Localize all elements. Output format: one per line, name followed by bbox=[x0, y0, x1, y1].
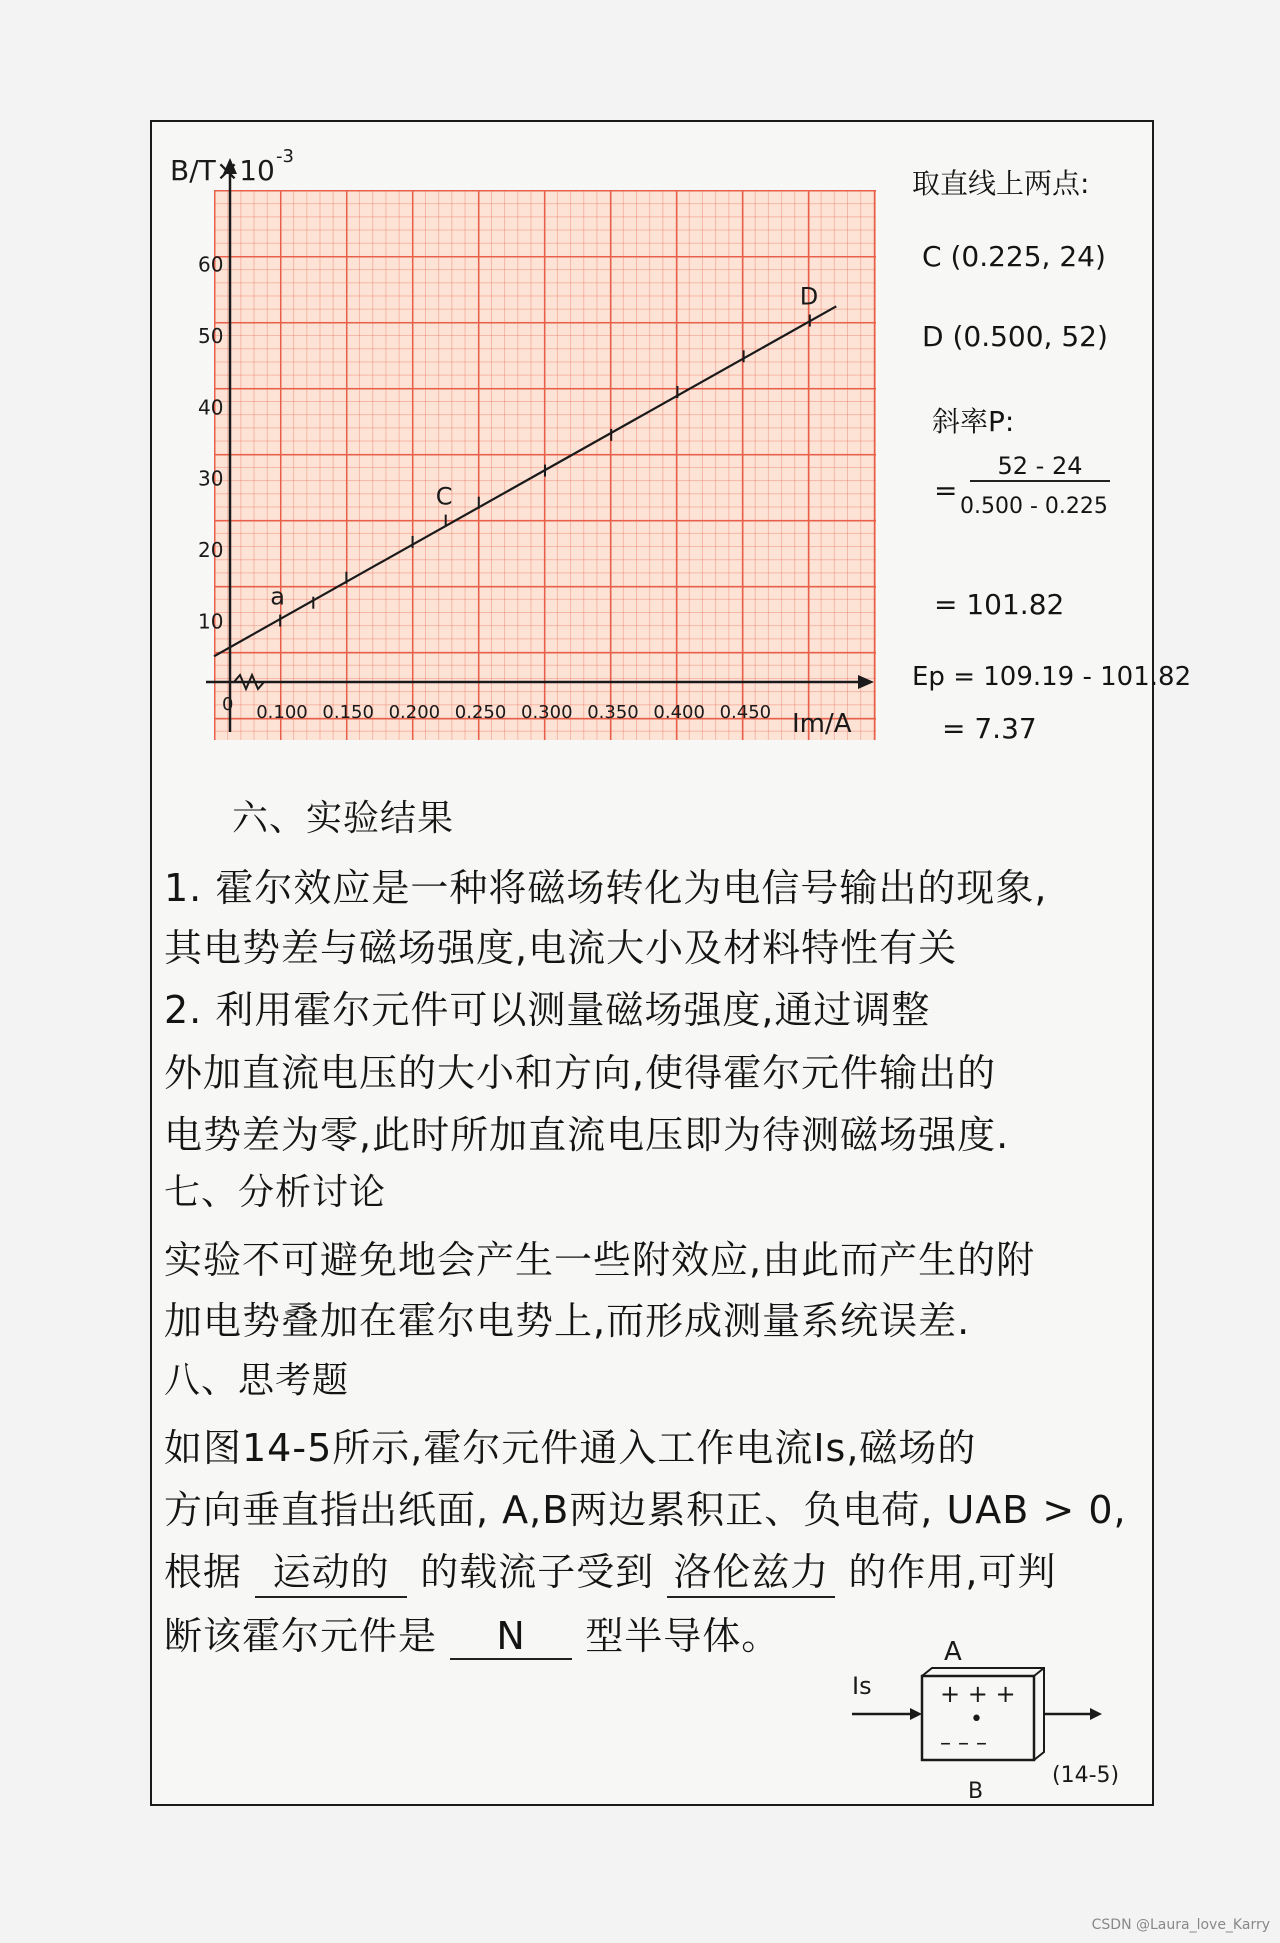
section-6-title: 六、实验结果 bbox=[232, 798, 455, 839]
result-line-1: 1. 霍尔效应是一种将磁场转化为电信号输出的现象, bbox=[164, 866, 1048, 910]
slope-numerator: 52 - 24 bbox=[970, 452, 1110, 482]
section-7-title: 七、分析讨论 bbox=[164, 1172, 387, 1213]
label-b: B bbox=[968, 1779, 984, 1802]
slope-label: 斜率P: bbox=[932, 405, 1015, 438]
result-line-4: 外加直流电压的大小和方向,使得霍尔元件输出的 bbox=[164, 1051, 997, 1095]
x-tick-label: 0.350 bbox=[587, 702, 639, 723]
discussion-line-1: 实验不可避免地会产生一些附效应,由此而产生的附 bbox=[164, 1238, 1036, 1282]
point-annotation: C bbox=[435, 482, 453, 511]
label-a: A bbox=[944, 1637, 962, 1667]
y-tick-label: 40 bbox=[198, 395, 224, 420]
point-c: C (0.225, 24) bbox=[922, 240, 1106, 273]
point-d: D (0.500, 52) bbox=[922, 320, 1108, 353]
chart-tick-labels bbox=[198, 252, 771, 723]
point-annotation: D bbox=[799, 282, 819, 311]
answer-blank-3: N bbox=[450, 1614, 572, 1660]
notebook-page bbox=[150, 120, 1192, 1806]
result-line-3: 2. 利用霍尔元件可以测量磁场强度,通过调整 bbox=[164, 988, 931, 1032]
watermark: CSDN @Laura_love_Karry bbox=[1091, 1917, 1270, 1933]
origin-label: 0 bbox=[222, 694, 234, 715]
y-tick-label: 10 bbox=[198, 609, 224, 634]
current-out-arrowhead-icon bbox=[1090, 1708, 1102, 1720]
y-axis-label: B/T×10 bbox=[170, 154, 275, 187]
x-tick-label: 0.150 bbox=[322, 702, 374, 723]
question-line-2: 方向垂直指出纸面, A,B两边累积正、负电荷, UAB > 0, bbox=[164, 1488, 1127, 1532]
x-tick-label: 0.300 bbox=[521, 702, 573, 723]
x-tick-label: 0.200 bbox=[388, 702, 441, 723]
answer-blank-2: 洛伦兹力 bbox=[667, 1541, 835, 1598]
x-tick-label: 0.250 bbox=[454, 702, 507, 723]
x-axis-label: Im/A bbox=[792, 709, 852, 739]
y-tick-label: 60 bbox=[198, 252, 224, 277]
answer-blank-1: 运动的 bbox=[255, 1541, 407, 1598]
label-is: Is bbox=[852, 1672, 872, 1700]
ep-equation: Ep = 109.19 - 101.82 bbox=[912, 662, 1192, 692]
ep-result: = 7.37 bbox=[942, 712, 1037, 745]
y-tick-label: 50 bbox=[198, 323, 224, 348]
result-line-5: 电势差为零,此时所加直流电压即为待测磁场强度. bbox=[164, 1113, 1010, 1157]
q3-middle: 的载流子受到 bbox=[420, 1550, 655, 1594]
positive-charges: + + + bbox=[940, 1680, 1016, 1708]
y-tick-label: 20 bbox=[198, 538, 224, 563]
q3-prefix: 根据 bbox=[164, 1550, 243, 1594]
y-tick-label: 30 bbox=[198, 466, 224, 491]
slope-result: = 101.82 bbox=[934, 588, 1065, 621]
box-depth-edge bbox=[1034, 1668, 1044, 1676]
current-in-arrowhead-icon bbox=[910, 1708, 922, 1720]
negative-charges: – – – bbox=[940, 1731, 987, 1756]
question-line-4 bbox=[164, 1605, 780, 1660]
question-line-1: 如图14-5所示,霍尔元件通入工作电流Is,磁场的 bbox=[164, 1426, 977, 1470]
slope-equals: = bbox=[934, 474, 958, 507]
y-axis-label-exponent: -3 bbox=[276, 146, 294, 167]
point-annotation: a bbox=[270, 582, 285, 611]
x-tick-label: 0.400 bbox=[653, 702, 705, 723]
chart-axes bbox=[206, 158, 874, 732]
q3-suffix: 的作用,可判 bbox=[848, 1550, 1057, 1594]
chart-marks bbox=[214, 283, 836, 657]
q4-prefix: 断该霍尔元件是 bbox=[164, 1614, 438, 1658]
slope-denominator: 0.500 - 0.225 bbox=[960, 494, 1108, 519]
discussion-line-2: 加电势叠加在霍尔电势上,而形成测量系统误差. bbox=[164, 1299, 971, 1343]
calc-title: 取直线上两点: bbox=[912, 167, 1090, 200]
section-8-title: 八、思考题 bbox=[164, 1360, 350, 1401]
result-line-2: 其电势差与磁场强度,电流大小及材料特性有关 bbox=[164, 926, 958, 970]
x-tick-label: 0.450 bbox=[719, 702, 772, 723]
q4-suffix: 型半导体。 bbox=[585, 1614, 781, 1658]
field-dot-icon: • bbox=[970, 1707, 983, 1732]
x-axis-arrow-icon bbox=[858, 675, 874, 689]
figure-caption: (14-5) bbox=[1052, 1763, 1120, 1788]
question-line-3 bbox=[164, 1541, 1057, 1598]
hall-element-figure bbox=[852, 1632, 1152, 1802]
x-tick-label: 0.100 bbox=[256, 702, 308, 723]
